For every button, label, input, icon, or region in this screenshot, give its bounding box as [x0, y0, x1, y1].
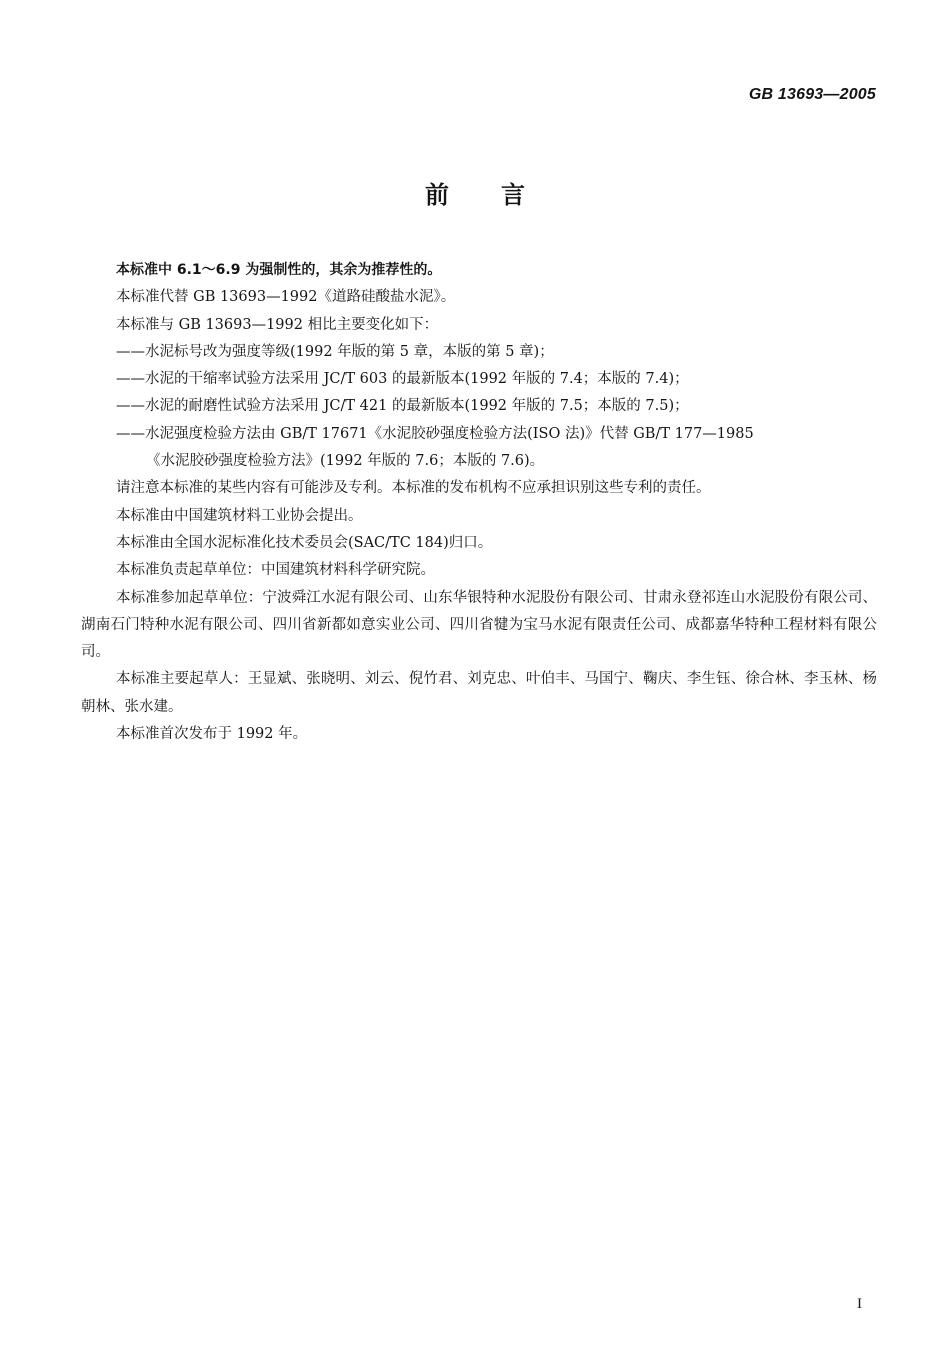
paragraph-centralized: 本标准由全国水泥标准化技术委员会(SAC/TC 184)归口。	[116, 534, 493, 551]
paragraph-patent: 请注意本标准的某些内容有可能涉及专利。本标准的发布机构不应承担识别这些专利的责任。	[116, 480, 711, 497]
paragraph-responsible: 本标准负责起草单位：中国建筑材料科学研究院。	[116, 562, 435, 579]
paragraph-changes-intro: 本标准与 GB 13693—1992 相比主要变化如下：	[116, 316, 439, 333]
change-item-4-line2: 《水泥胶砂强度检验方法》(1992 年版的 7.6；本版的 7.6)。	[146, 453, 545, 470]
paragraph-proposed: 本标准由中国建筑材料工业协会提出。	[116, 507, 363, 524]
title-char-2: 言	[501, 181, 525, 209]
change-item-2: ——水泥的干缩率试验方法采用 JC/T 603 的最新版本(1992 年版的 7.4；本版的 7.4)；	[116, 371, 689, 388]
paragraph-first-issue: 本标准首次发布于 1992 年。	[116, 726, 308, 743]
paragraph-mandatory: 本标准中 6.1～6.9 为强制性的，其余为推荐性的。	[116, 262, 442, 278]
page-title	[0, 175, 950, 210]
page-number: I	[857, 1296, 862, 1312]
standard-number: GB 13693—2005	[748, 86, 876, 103]
paragraph-replaces: 本标准代替 GB 13693—1992《道路硅酸盐水泥》。	[116, 289, 456, 306]
paragraph-drafters: 本标准主要起草人：王显斌、张晓明、刘云、倪竹君、刘克忠、叶伯丰、马国宁、鞠庆、李生钰、徐合林、李玉林、杨朝林、张水建。	[81, 671, 877, 715]
foreword-body	[81, 257, 877, 748]
paragraph-participating: 本标准参加起草单位：宁波舜江水泥有限公司、山东华银特种水泥股份有限公司、甘肃永登祁连山水泥股份有限公司、湖南石门特种水泥有限公司、四川省新都如意实业公司、四川省犍为宝马水泥有限责任公司、成都嘉华特种工程材料有限公司。	[81, 589, 877, 661]
change-item-1: ——水泥标号改为强度等级(1992 年版的第 5 章，本版的第 5 章)；	[116, 343, 554, 360]
title-char-1: 前	[425, 181, 449, 209]
change-item-3: ——水泥的耐磨性试验方法采用 JC/T 421 的最新版本(1992 年版的 7.5；本版的 7.5)；	[116, 398, 689, 415]
change-item-4-line1: ——水泥强度检验方法由 GB/T 17671《水泥胶砂强度检验方法(ISO 法)》代替 GB/T 177—1985	[116, 425, 754, 442]
